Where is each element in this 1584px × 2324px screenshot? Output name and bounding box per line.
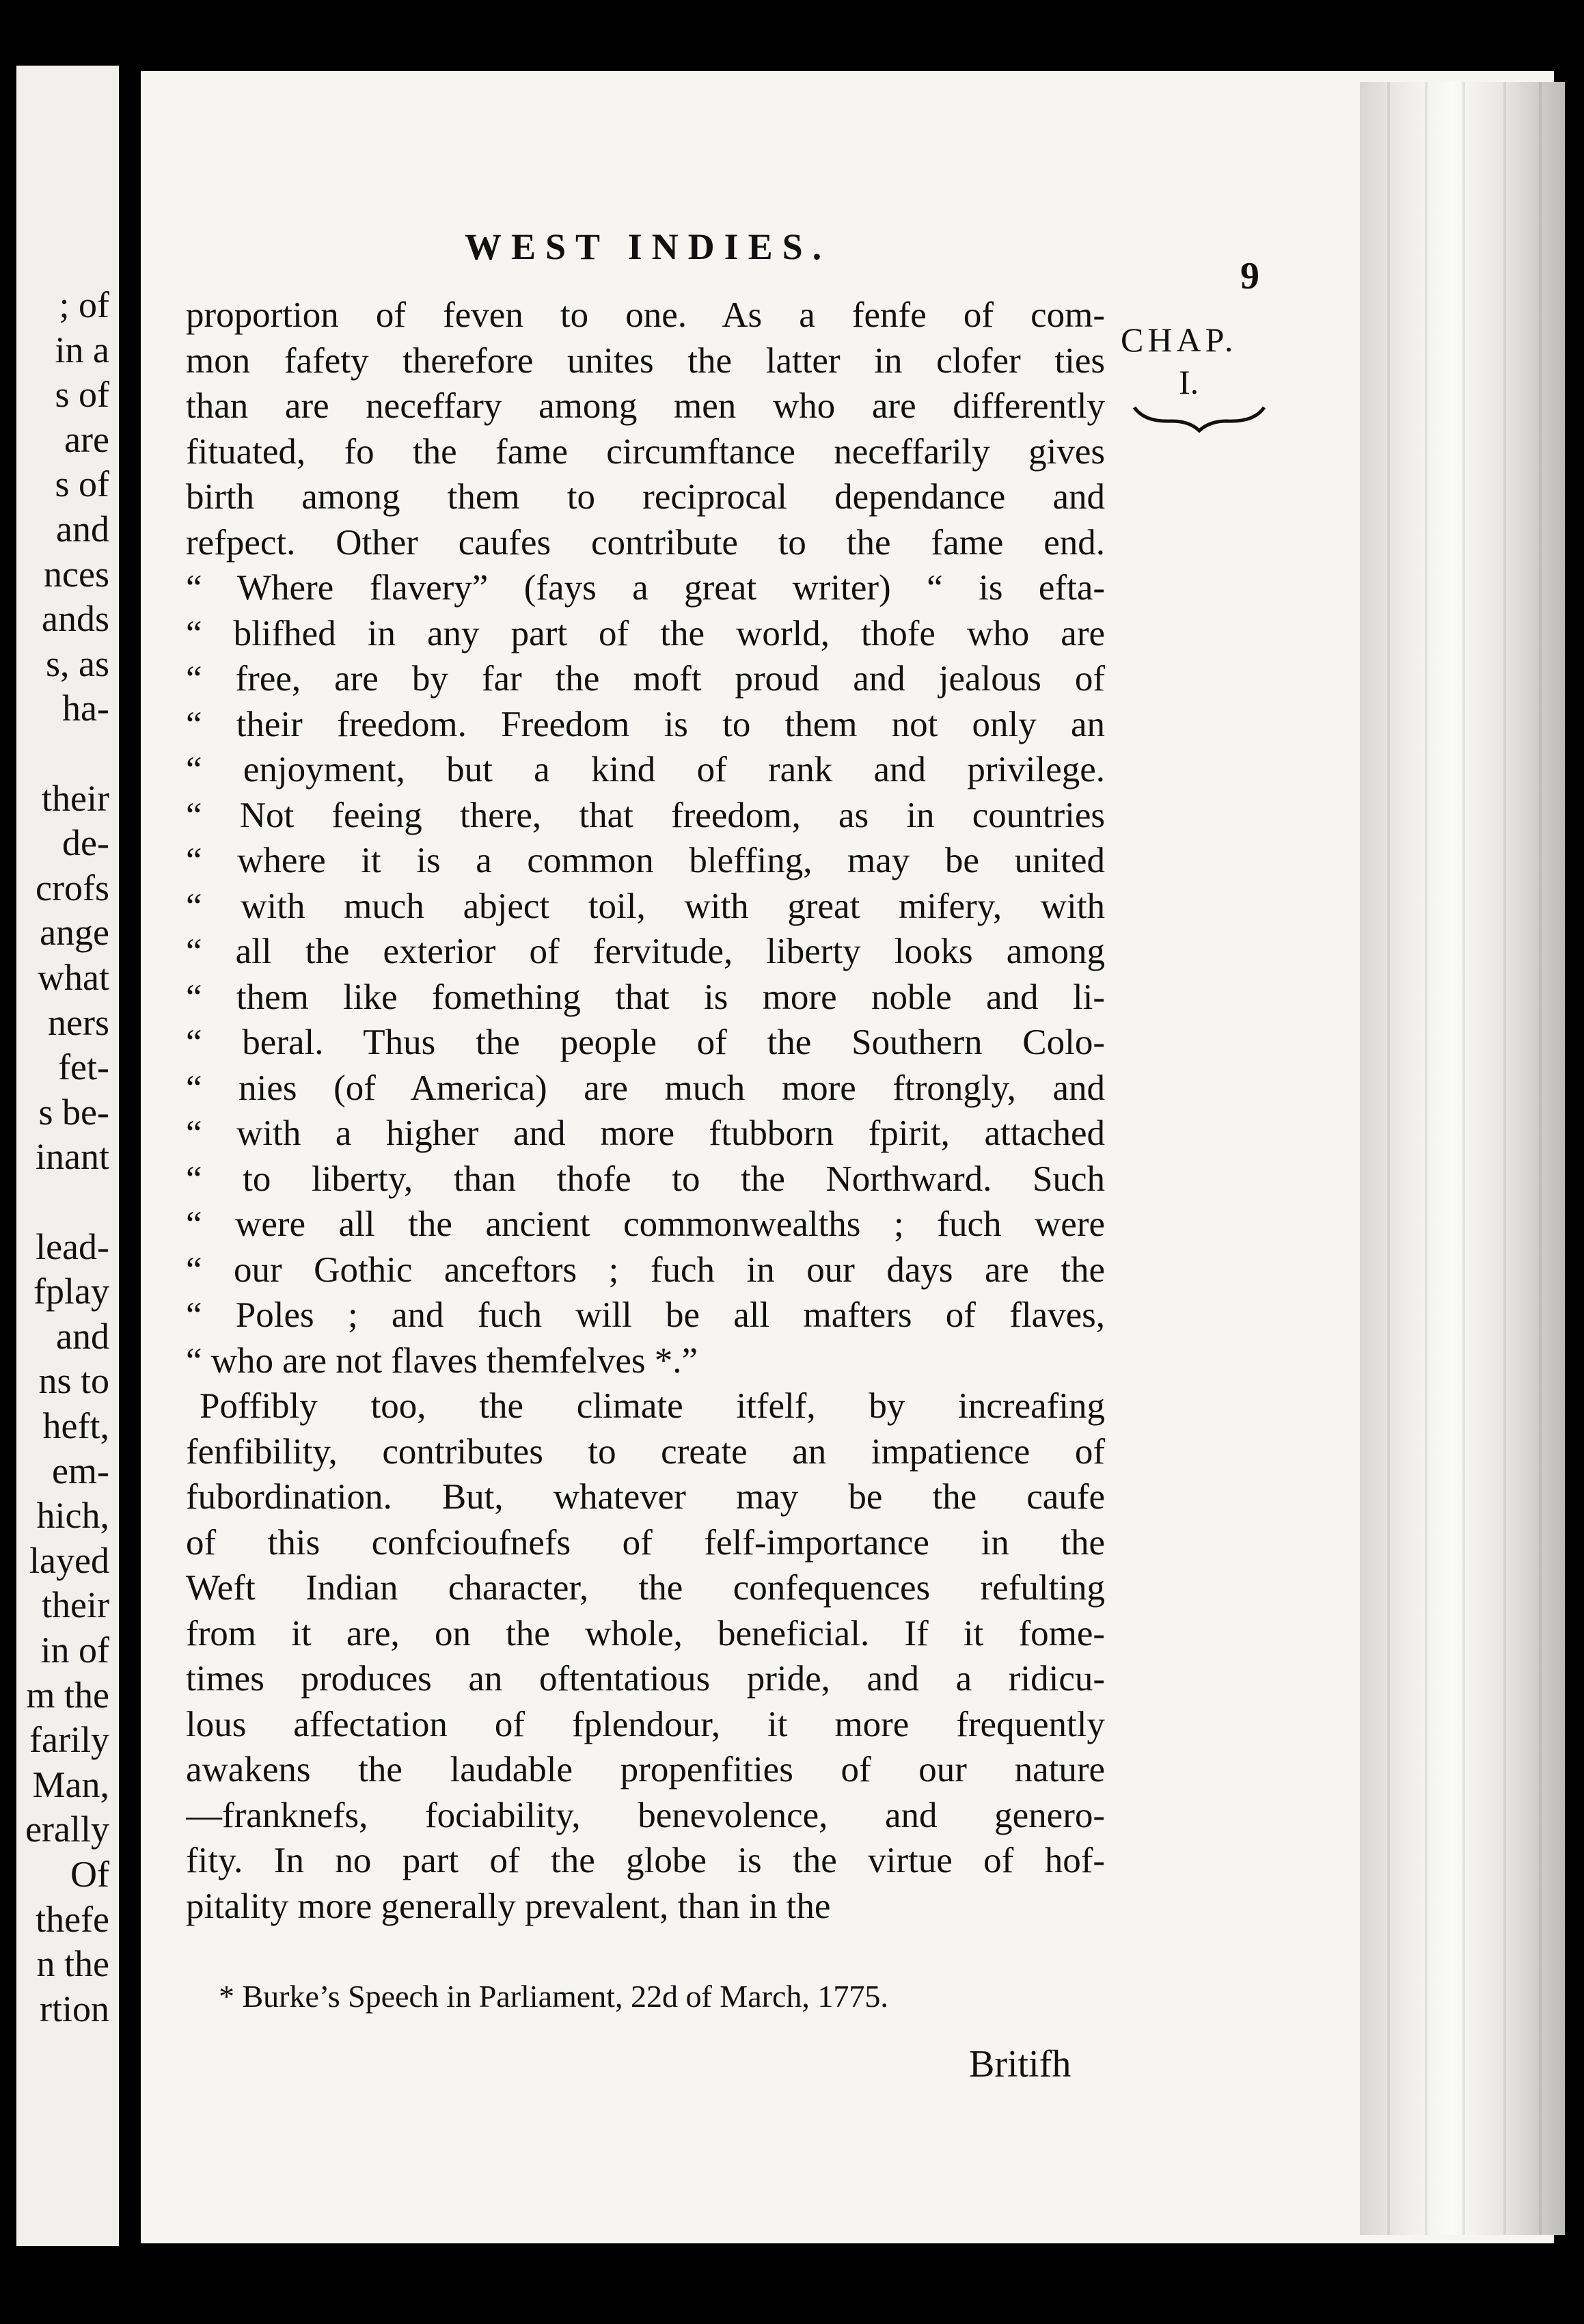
page-edge [1360,82,1565,2235]
left-page-fragment: ; of [59,284,109,325]
text-line: fubordination. But, whatever may be the caufe [186,1477,1105,1517]
left-page-fragment: and [56,509,109,550]
left-page-fragment: fet- [58,1046,109,1088]
text-line: fenfibility, contributes to create an impatience of [186,1431,1105,1472]
left-page-fragment: their [42,777,109,819]
left-page-fragment: and [56,1315,109,1357]
left-page-fragment: fplay [33,1271,109,1312]
left-page-fragment: s of [55,374,109,416]
footnote: * Burke’s Speech in Parliament, 22d of March, 1775. [219,1979,888,2014]
text-line: “ free, are by far the moft proud and jealous of [186,659,1105,699]
left-page-fragment: nces [44,553,109,595]
left-page-fragment: erally [25,1809,109,1850]
left-page-fragment: inant [36,1136,109,1178]
left-page-fragment: crofs [36,867,109,908]
chapter-brace-ornament [1131,402,1268,436]
text-line: “ where it is a common bleffing, may be united [186,841,1105,880]
text-line: “ nies (of America) are much more ftrongly, and [186,1068,1105,1108]
text-line: “ them like fomething that is more noble and li- [186,977,1105,1017]
text-line: fity. In no part of the globe is the virtue of hof- [186,1841,1105,1880]
left-page-fragment: s of [55,463,109,505]
body-text [186,293,1105,1929]
left-page-fragment: layed [29,1539,109,1581]
left-page-fragment: lead- [36,1226,109,1267]
left-page [16,66,119,2246]
text-line: “ all the exterior of fervitude, liberty looks among [186,932,1105,971]
text-line: “ to liberty, than thofe to the Northward. Such [186,1159,1105,1199]
left-page-fragment: Of [70,1854,109,1895]
text-line: fituated, fo the fame circumftance neceffarily gives [186,431,1105,472]
left-page-fragment: ns to [38,1360,109,1402]
left-page-fragment: ange [40,912,109,954]
text-line: Poffibly too, the climate itfelf, by increafing [200,1386,1105,1426]
left-page-fragment: ha- [62,688,109,729]
text-line: “ their freedom. Freedom is to them not only an [186,704,1105,744]
text-line: “ our Gothic anceftors ; fuch in our days are the [186,1249,1105,1290]
text-line: “ Where flavery” (fays a great writer) “ is efta- [186,568,1105,608]
left-page-fragment: hich, [36,1495,109,1537]
left-page-fragment: their [42,1584,109,1626]
left-page-fragment: ners [48,1001,109,1043]
text-line: “ who are not flaves themfelves *.” [186,1340,698,1381]
left-page-fragment: s, as [46,643,109,684]
text-line: refpect. Other caufes contribute to the fame end. [186,522,1105,563]
text-line: lous affectation of fplendour, it more frequently [186,1704,1105,1744]
text-line: times produces an oftentatious pride, and a ridicu- [186,1659,1105,1699]
left-page-fragment: rtion [40,1988,109,2029]
text-line: “ Poles ; and fuch will be all mafters of flaves, [186,1295,1105,1335]
left-page-fragment: heft, [42,1405,109,1446]
left-page-fragment: m the [26,1674,109,1716]
text-line: of this confcioufnefs of felf-importance in the [186,1522,1105,1563]
left-page-fragment: Man, [32,1764,109,1805]
left-page-fragment: s be- [38,1091,109,1133]
text-line: proportion of feven to one. As a fenfe of com- [186,295,1105,335]
text-line: —franknefs, fociability, benevolence, and genero- [186,1795,1105,1835]
left-page-fragment: in a [55,329,109,370]
text-line: “ beral. Thus the people of the Southern Colo- [186,1023,1105,1062]
text-line: mon fafety therefore unites the latter in clofer ties [186,340,1105,381]
text-line: “ with a higher and more ftubborn fpirit, attached [186,1113,1105,1153]
catchword: Britifh [969,2043,1071,2085]
text-line: Weft Indian character, the confequences refulting [186,1568,1105,1608]
text-line: “ were all the ancient commonwealths ; fuch were [186,1204,1105,1244]
left-page-fragment: are [64,418,109,460]
chapter-label: CHAP. [1121,321,1238,359]
text-line: than are neceffary among men who are differently [186,386,1105,426]
text-line: “ Not feeing there, that freedom, as in countries [186,795,1105,835]
text-line: awakens the laudable propenfities of our nature [186,1750,1105,1789]
running-head: WEST INDIES. [465,226,832,267]
left-page-fragment: in of [40,1630,109,1671]
page-number: 9 [1240,255,1259,297]
left-page-fragment: what [38,957,109,998]
left-page-fragment: de- [62,822,109,864]
left-page-fragment: farily [29,1719,109,1761]
text-line: pitality more generally prevalent, than in the [186,1886,831,1926]
text-line: “ with much abject toil, with great mifery, with [186,886,1105,926]
text-line: from it are, on the whole, beneficial. If it fome- [186,1613,1105,1653]
text-line: “ blifhed in any part of the world, thofe who are [186,613,1105,653]
text-line: “ enjoyment, but a kind of rank and privilege. [186,750,1105,789]
chapter-number: I. [1179,363,1199,401]
left-page-fragment: ands [42,598,109,640]
left-page-fragment: em- [52,1450,109,1491]
left-page-fragment: n the [36,1943,109,1985]
left-page-fragment: thefe [36,1898,109,1940]
text-line: birth among them to reciprocal dependance and [186,477,1105,517]
